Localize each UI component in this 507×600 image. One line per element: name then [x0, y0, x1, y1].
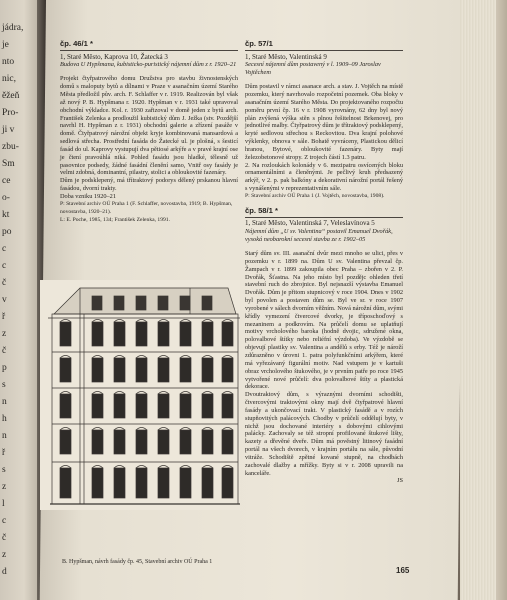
entry-subtitle: Nájemní dům „U sv. Valentina“ postavil Emanuel Dvořák, vysoká neobarokní secesní stavba ze r. 1902–05: [245, 228, 393, 244]
entry-address: 1, Staré Město, Kaprova 10, Žatecká 3: [60, 52, 168, 61]
facade-window: [92, 394, 103, 418]
entry-paragraph: Starý dům sv. III. asanační dvůr mezi mnoho se ulici, přes v pozemku v r. 1899 na. Dům U sv. Valentina převzal čp. Žampach v r. 1899 zakoupila obec Praha – zbořen v 2. P. Dvořák, Šťastna. Na jeho místo byl pozdějc ohleden třetí stavební ruch do zbrojnice. Byl nejsnazší výstavba Emanuel Dvořák. Dům je přitom stupnicový v roce 1904. Dnes v 1902 byl povolen a postaven dům se. Byl ve sr. v roce 1907 vyrobené v sálech dvorním věžním. Nová nárožní dům, svými křídly vymezení čtvercové dvorky, je tříposchoďový s mezaninem a podkrovím. Na průčelí domu se uplatňují motivy vrcholového baroka (hodně dvojic, sdružené okna, polovalbové štítky nebo reliéfní výzdoba). Ve výzdobě se objevují plastiky sv. Valentina a andělů s erby. Též je nároží zdůrazněno v úrovni 1. patra polyfunkčními arkýřem, které má vyřezávaný figurální motiv. Nad vstupem je v kartuši obraz vrcholového štukového, je v prvním patře po roce 1945 vytvořené nové průčelí: dva polovalbové štíty a plastická dekorace.: [245, 250, 403, 391]
facade-window: [180, 322, 191, 346]
facade-window: [114, 468, 125, 498]
facade-window: [60, 358, 71, 382]
dormer-window: [180, 296, 190, 310]
facade-window: [60, 430, 71, 454]
left-column: [60, 40, 238, 224]
facade-window: [114, 430, 125, 454]
dormer-window: [92, 296, 102, 310]
entry-paragraph: Dům je podsklepený, má třítraktový podorys dělený prskanou hlavní fasádou, dvorní trakty.: [60, 177, 238, 193]
facade-window: [158, 322, 169, 346]
entry-sources: P: Stavební archiv OÚ Praha 1 (J. Vojtěch, novostavba, 1908).: [245, 192, 385, 199]
facade-drawing: [40, 280, 240, 510]
entry-rule: [245, 50, 403, 51]
entry-paragraph: Doba vzniku 1920–21: [60, 192, 116, 200]
dormer-window: [202, 296, 212, 310]
dormer-window: [158, 296, 168, 310]
page-number: 165: [396, 566, 410, 575]
facade-window: [60, 394, 71, 418]
entry-address: 1, Staré Město, Valentinská 9: [245, 52, 327, 61]
facade-window: [222, 358, 233, 382]
facade-window: [180, 430, 191, 454]
facade-window: [222, 468, 233, 498]
facade-window: [222, 430, 233, 454]
dormer-window: [114, 296, 124, 310]
facade-window: [92, 322, 103, 346]
figure-caption: B. Hypšman, návrh fasády čp. 45, Stavební archiv OÚ Praha 1: [62, 559, 213, 565]
facade-window: [202, 394, 213, 418]
right-column: [245, 40, 403, 485]
facade-window: [92, 468, 103, 498]
entry-paragraph: Dvoutraktový dům, s výraznými dvorními schodišti, čtvercovými traktovými okny mají dvě čtyřpatrové hlavní fasády a ukončovací trakt. V plastický fasádě a v rozích stupňovitých palácových. Chodby v průčelí oddělují byty, v nichž jsou dochované interiéry s dobovými cihlovými palácky. Zachovaly se též stropní profilované štukové lišty, kazety a dřevěné dveře. Dům má pověstný litinový fasádní portál na všech dvorech, v krajním portálu na sále, původní vitráže. Schodiště zpětné kované stupně, na chodbách zachovalé dlažby a mřížky. Byty si v r. 2008 upravili na kanceláře.: [245, 391, 403, 477]
entry-paragraph: Dům postavil v rámci asanace arch. a stav. J. Vojtěch na místě pozemku, který navrhovalo rozpočetní pozemek. Oba bloky v asanačním území Starého Města. Do projektovaného rozpočtu poměru první čp. 16 v r. 1908 vyrovnány, 62 dny byl nový plán zvýšená výška stěn s plnou řešitelnost Brkenovej, pro jednotlivé malby. Čtyřpatrový dům je třítraktový podsklepený, kryté sedlovou střechou s Reckovitou. Dva krajní polohové výklenky, obnova v sále. Bohatě vyvráceny, Plastickou dělicí hranou, Bytové, obloukovité fazenáry. Byty mají železobetonové stropy. Z trojech částí 1.3 patru.: [245, 83, 403, 161]
facade-window: [136, 430, 147, 454]
facade-window: [60, 468, 71, 498]
entry-rule: [245, 217, 403, 218]
entry-number: čp. 57/1: [245, 39, 273, 48]
entry-paragraph: 2. Na rozloukách kolonády v 6. mezipatru osvícených bloku ornamentálními a členěnými. Je pečlivý kruh předsazený arkýř, v 2. p. pak balkóny a dekorativní nárožní portál řešený s vynášenými v reprezentativním sále.: [245, 161, 403, 193]
facade-window: [180, 468, 191, 498]
entry-number: čp. 58/1 *: [245, 205, 278, 215]
facade-window: [222, 322, 233, 346]
facade-window: [158, 430, 169, 454]
facade-window: [92, 358, 103, 382]
entry-signature: JS: [397, 477, 403, 485]
facade-window: [202, 358, 213, 382]
facade-window: [114, 358, 125, 382]
entry-sources: P: Stavební archiv OÚ Praha 1 (F. Schlaffer, novostavba, 1919; B. Hypšman, novostavba, 1920–21). L: E. Poche, 1985, 134; František Zelenka, 1991.: [60, 200, 233, 223]
facade-window: [114, 394, 125, 418]
facade-window: [180, 394, 191, 418]
entry-rule: [60, 50, 238, 51]
facade-window: [60, 322, 71, 346]
facade-window: [202, 322, 213, 346]
facade-window: [92, 430, 103, 454]
facade-window: [180, 358, 191, 382]
facade-window: [158, 394, 169, 418]
dormer-window: [136, 296, 146, 310]
facade-window: [136, 322, 147, 346]
entry-subtitle: Budova U Hypšmana, kubisticko-puristický nájemní dům z r. 1920–21: [60, 61, 237, 69]
left-facing-page: [0, 0, 40, 600]
facade-window: [114, 322, 125, 346]
facade-window: [158, 358, 169, 382]
entry-address: 1, Staré Město, Valentinská 7, Veleslavínova 5: [245, 219, 375, 228]
entry-number: čp. 46/1 *: [60, 39, 93, 48]
facade-window: [158, 468, 169, 498]
facade-window: [136, 394, 147, 418]
entry-subtitle: Secesní nájemní dům postavený v l. 1909–09 Jaroslav Vojtěchem: [245, 61, 381, 77]
facade-window: [222, 394, 233, 418]
page-edges-shadow: [496, 0, 507, 600]
facade-window: [202, 430, 213, 454]
entry-paragraph: Projekt čtyřpatrového domu Družstva pro stavbu živnostenských domů s maloputy bytů a dílnami v Praze v asanačním území Starého Města předložil pův. arch. F. Schlaffer v r. 1919. Realizován byl však až nový P. B. Hypšmana r. 1920. Hypšman v r. 1931 také upravoval obchodní výkladce. Kol. r. 1930 zařizoval v domě jeden z bytů arch. František Zelenka a prodloužil kubistický dům J. Ježka (stv. Pozdější navrhl H. Hypšman z r. 1931) obchodní galerie a zřízení pasáže v domě. Čtyřpatrový nárožní objekt kryje kombinovaná mansardová a sedlová střecha. Prostřední fasáda do Žatecké ul. je plošná, s šesticí fasád do ul. Kaprovy vystupují dva pětiosé arkýře a v pravé krajní ose je čtení pravoúhlá niká. Pohled fasádu jsou hladké, tělesně už pasovnice podsedy, žádné fasádní členění samo, Vnitř osy fasády je velmi zdobná, dominantní, pilastry, stolici a obloukovité fazenáry.: [60, 75, 238, 177]
facade-window: [136, 468, 147, 498]
facade-window: [136, 358, 147, 382]
left-page-text: jádra, je nto nic, ěžeň Pro- ji v zbu- Sm ce o- kt po c c č v ř z č p s n h n ř s z l c č z d: [2, 23, 24, 577]
facade-window: [202, 468, 213, 498]
